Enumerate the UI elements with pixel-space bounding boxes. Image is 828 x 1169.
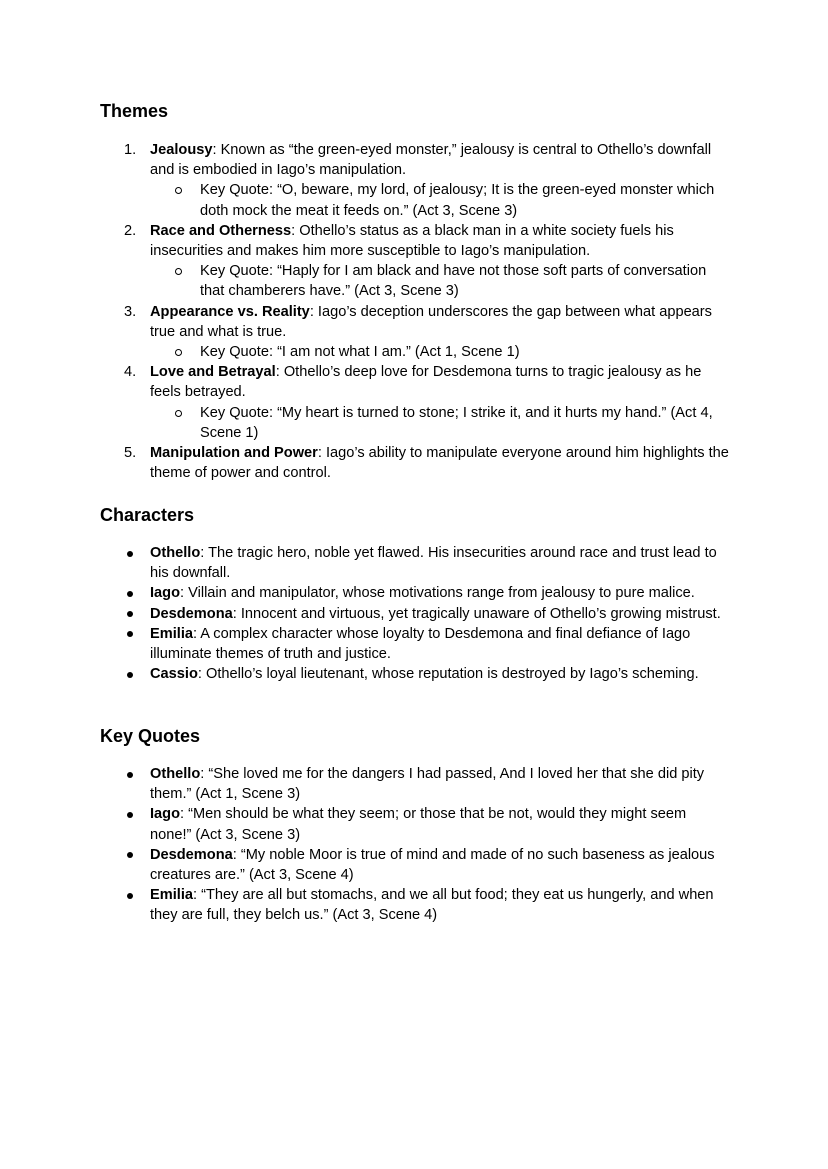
list-number: 2. (124, 222, 137, 239)
key-quote-item (0, 403, 730, 443)
quote-text: : “They are all but stomachs, and we all but food; they eat us hungerly, and when they are full, they belch us.” (Act 3, Scene 4) (150, 887, 714, 924)
theme-term: Love and Betrayal (150, 364, 276, 381)
character-description: : A complex character whose loyalty to Desdemona and final defiance of Iago illuminate themes of truth and justice. (150, 625, 691, 663)
theme-item (0, 443, 730, 483)
theme-description: : Known as “the green-eyed monster,” jealousy is central to Othello’s downfall and is embodied in Iago’s manipulation. (150, 142, 712, 179)
quote-speaker: Desdemona (150, 846, 233, 863)
key-quote-text: Key Quote: “O, beware, my lord, of jealousy; It is the green-eyed monster which doth mock the meat it feeds on.” (Act 3, Scene 3) (200, 182, 715, 219)
character-name: Iago (150, 585, 180, 602)
theme-item (0, 302, 730, 342)
quote-speaker: Othello (150, 766, 201, 782)
bullet-icon (127, 772, 133, 778)
key-quote-item (0, 180, 730, 220)
quote-item (0, 845, 730, 885)
theme-description: : Iago’s ability to manipulate everyone around him highlights the theme of power and control. (150, 445, 729, 482)
character-item (0, 583, 730, 603)
character-description: : Innocent and virtuous, yet tragically unaware of Othello’s growing mistrust. (232, 605, 721, 622)
list-number: 4. (124, 364, 137, 381)
character-name: Emilia (150, 625, 193, 642)
theme-term: Race and Otherness (150, 222, 292, 239)
quote-text: : “My noble Moor is true of mind and made of no such baseness as jealous creatures are.” (Act 3, Scene 4) (150, 846, 715, 884)
theme-term: Appearance vs. Reality (150, 303, 310, 320)
character-description: : Othello’s loyal lieutenant, whose reputation is destroyed by Iago’s scheming. (197, 666, 699, 683)
character-name: Cassio (150, 666, 198, 683)
hollow-bullet-icon (175, 410, 182, 417)
quote-item (0, 885, 730, 925)
hollow-bullet-icon (175, 268, 182, 275)
key-quote-text: Key Quote: “Haply for I am black and have not those soft parts of conversation that chamberers have.” (Act 3, Scene 3) (200, 263, 707, 300)
theme-term: Manipulation and Power (150, 445, 318, 462)
bullet-icon (127, 611, 133, 617)
quote-text: : “Men should be what they seem; or those that be not, would they might seem none!” (Act 3, Scene 3) (150, 806, 687, 843)
character-name: Desdemona (150, 605, 233, 622)
character-description: : The tragic hero, noble yet flawed. His insecurities around race and trust lead to his downfall. (150, 545, 717, 582)
key-quote-item (0, 342, 730, 362)
hollow-bullet-icon (175, 187, 182, 194)
list-number: 5. (124, 445, 137, 462)
theme-description: : Othello’s status as a black man in a white society fuels his insecurities and makes him more susceptible to Iago’s manipulation. (150, 222, 674, 260)
themes-list (0, 140, 828, 483)
key-quotes-list (0, 764, 828, 926)
quote-speaker: Iago (150, 806, 180, 823)
character-item (0, 624, 730, 664)
theme-description: : Iago’s deception underscores the gap between what appears true and what is true. (150, 303, 712, 340)
list-number: 3. (124, 303, 137, 320)
quote-speaker: Emilia (150, 887, 193, 904)
bullet-icon (127, 672, 133, 678)
character-item (0, 664, 730, 684)
theme-description: : Othello’s deep love for Desdemona turns to tragic jealousy as he feels betrayed. (150, 364, 702, 401)
character-name: Othello (150, 545, 201, 561)
bullet-icon (127, 631, 133, 637)
bullet-icon (127, 893, 133, 899)
characters-list (0, 543, 828, 684)
list-number: 1. (124, 142, 137, 158)
section-heading-themes: Themes (100, 101, 169, 121)
key-quote-text: Key Quote: “My heart is turned to stone; I strike it, and it hurts my hand.” (Act 4, Scene 1) (200, 404, 713, 441)
bullet-icon (127, 852, 133, 858)
quote-item (0, 804, 730, 844)
theme-item (0, 140, 730, 180)
key-quote-item (0, 261, 730, 301)
quote-text: : “She loved me for the dangers I had passed, And I loved her that she did pity them.” (Act 1, Scene 3) (150, 766, 705, 803)
section-heading-key-quotes: Key Quotes (100, 726, 201, 746)
key-quote-text: Key Quote: “I am not what I am.” (Act 1, Scene 1) (200, 344, 520, 361)
character-description: : Villain and manipulator, whose motivations range from jealousy to pure malice. (180, 585, 695, 602)
theme-item (0, 362, 730, 402)
bullet-icon (127, 812, 133, 818)
theme-item (0, 221, 730, 261)
section-heading-characters: Characters (100, 505, 195, 525)
quote-item (0, 764, 730, 804)
bullet-icon (127, 591, 133, 597)
character-item (0, 543, 730, 583)
hollow-bullet-icon (175, 349, 182, 356)
bullet-icon (127, 551, 133, 557)
theme-term: Jealousy (150, 142, 213, 158)
character-item (0, 604, 730, 624)
